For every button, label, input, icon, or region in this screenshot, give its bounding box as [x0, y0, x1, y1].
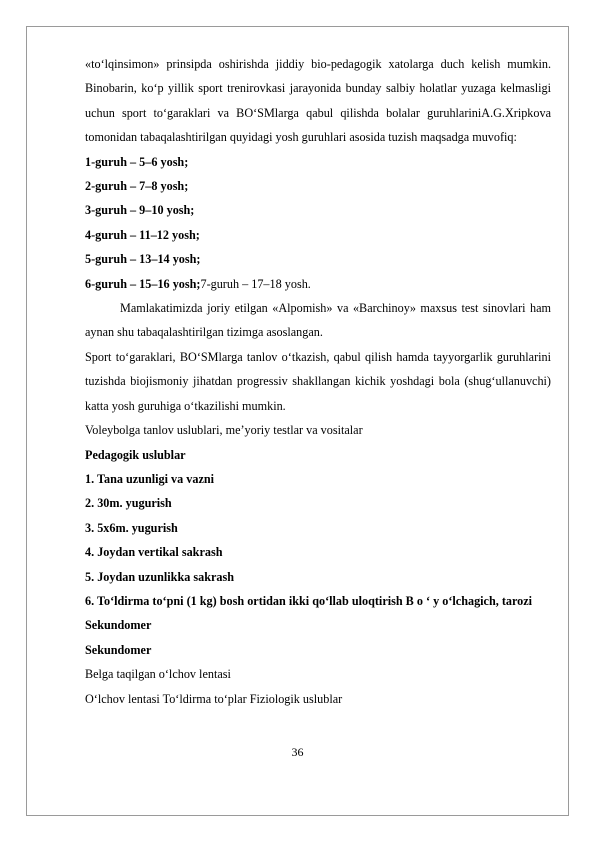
age-group-3: 3-guruh – 9–10 yosh; — [85, 203, 195, 218]
age-group-7: 7-guruh – 17–18 yosh. — [200, 276, 311, 291]
volleyball-line: Voleybolga tanlov uslublari, me’yoriy testlar va vositalar — [85, 423, 363, 438]
method-4: 4. Joydan vertikal sakrash — [85, 545, 223, 560]
paragraph-selection: Sport to‘garaklari, BO‘SMlarga tanlov o‘tkazish, qabul qilish hamda tayyorgarlik guruhlarini tuzishda biojismoniy jihatdan progressiv shakllangan kichik yoshdagi bola (shug‘ullanuvchi) katta yosh guruhiga o‘tkazilishi mumkin. — [85, 349, 551, 413]
age-group-2: 2-guruh – 7–8 yosh; — [85, 179, 189, 194]
stopwatch-line-2: Sekundomer — [85, 642, 152, 657]
age-group-4: 4-guruh – 11–12 yosh; — [85, 227, 200, 242]
page-number: 36 — [291, 745, 304, 759]
method-1: 1. Tana uzunligi va vazni — [85, 471, 215, 486]
tape-balls-line: O‘lchov lentasi To‘ldirma to‘plar Fiziologik uslublar — [85, 691, 343, 706]
pedagogical-methods-heading: Pedagogik uslublar — [85, 447, 186, 462]
age-group-6-7 — [85, 272, 551, 296]
age-group-1: 1-guruh – 5–6 yosh; — [85, 154, 189, 169]
age-group-6: 6-guruh – 15–16 yosh; — [85, 276, 201, 291]
method-2: 2. 30m. yugurish — [85, 496, 172, 511]
age-group-5: 5-guruh – 13–14 yosh; — [85, 252, 201, 267]
stopwatch-line-1: Sekundomer — [85, 618, 152, 633]
method-6: 6. To‘ldirma to‘pni (1 kg) bosh ortidan ikki qo‘llab uloqtirish B o ‘ y o‘lchagich, tarozi — [85, 593, 533, 608]
method-5: 5. Joydan uzunlikka sakrash — [85, 569, 235, 584]
paragraph-tests: Mamlakatimizda joriy etilgan «Alpomish» va «Barchinoy» maxsus test sinovlari ham aynan shu tabaqalashtirilgan tizimga asoslangan. — [85, 301, 551, 340]
tape-line: Belga taqilgan o‘lchov lentasi — [85, 667, 231, 682]
method-3: 3. 5x6m. yugurish — [85, 520, 178, 535]
document-body — [85, 52, 551, 711]
paragraph-intro: «to‘lqinsimon» prinsipda oshirishda jiddiy bio-pedagogik xatolarga duch kelish mumkin. Binobarin, ko‘p yillik sport trenirovkasi jarayonida bunday salbiy holatlar yuzaga kelmasligi uchun sport to‘garaklari va BO‘SMlarga qabul qilishda bolalar guruhlariniA.G.Xripkova tomonidan tabaqalashtirilgan quyidagi yosh guruhlari asosida tuzish maqsadga muvofiq: — [85, 57, 551, 145]
